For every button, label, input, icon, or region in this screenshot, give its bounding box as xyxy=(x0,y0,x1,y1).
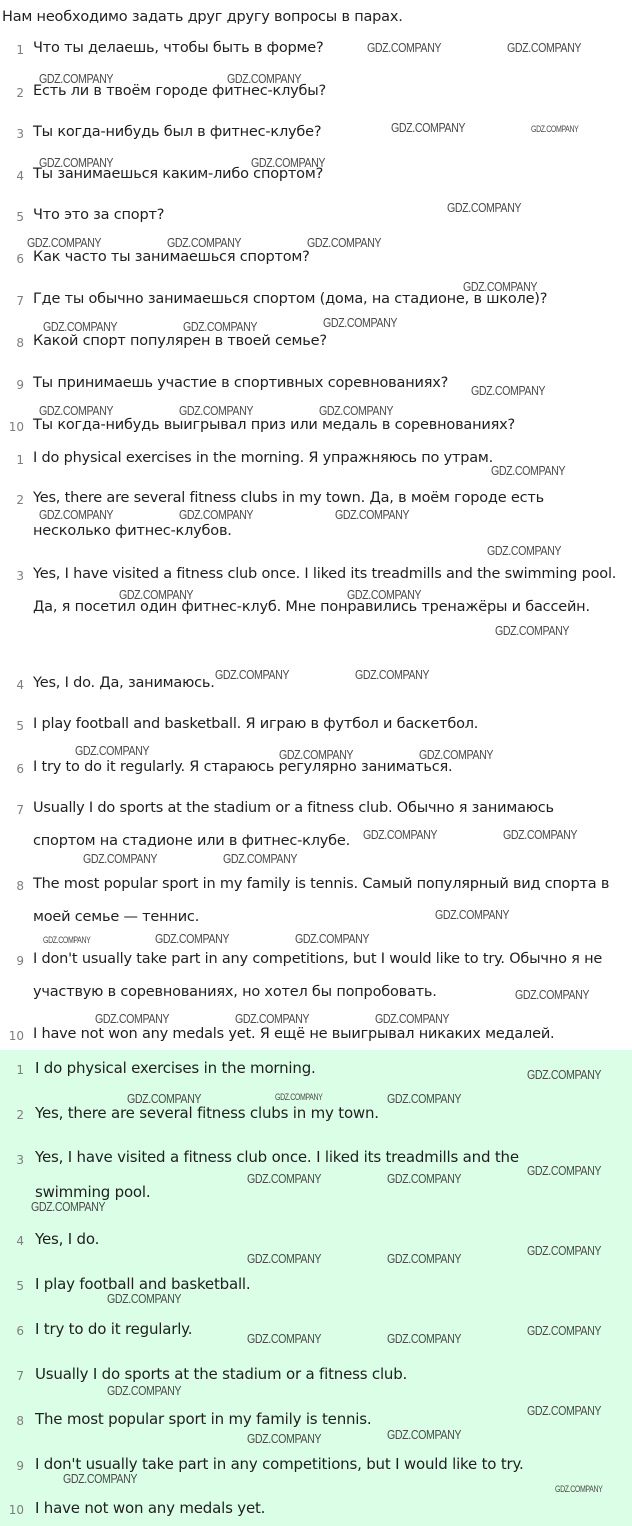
item-text: Yes, there are several fitness clubs in my town. Да, в моём городе есть несколько фитнес-клубов. xyxy=(33,490,544,539)
watermark: GDZ.COMPANY xyxy=(295,931,370,946)
item-number: 5 xyxy=(16,210,24,224)
watermark: GDZ.COMPANY xyxy=(387,1331,462,1346)
item-text: The most popular sport in my family is tennis. xyxy=(35,1410,372,1428)
watermark: GDZ.COMPANY xyxy=(223,851,298,866)
item-number: 3 xyxy=(16,127,24,141)
item-text: Какой спорт популярен в твоей семье? xyxy=(33,333,327,349)
watermark: GDZ.COMPANY xyxy=(31,1199,106,1214)
watermark: GDZ.COMPANY xyxy=(107,1291,182,1306)
item-number: 2 xyxy=(16,1108,24,1122)
item-number: 10 xyxy=(8,1029,24,1043)
watermark: GDZ.COMPANY xyxy=(527,1163,602,1178)
watermark: GDZ.COMPANY xyxy=(363,827,438,842)
item-text: I try to do it regularly. xyxy=(35,1320,193,1338)
watermark: GDZ.COMPANY xyxy=(167,235,242,250)
watermark: GDZ.COMPANY xyxy=(275,1092,323,1102)
watermark: GDZ.COMPANY xyxy=(27,235,102,250)
item-text: Yes, there are several fitness clubs in my town. xyxy=(35,1104,379,1122)
item-number: 6 xyxy=(16,252,24,266)
watermark: GDZ.COMPANY xyxy=(83,851,158,866)
intro-text: Нам необходимо задать друг другу вопросы в парах. xyxy=(2,9,403,25)
watermark: GDZ.COMPANY xyxy=(251,155,326,170)
item-text: I do physical exercises in the morning. Я упражняюсь по утрам. xyxy=(33,450,494,466)
watermark: GDZ.COMPANY xyxy=(39,71,114,86)
item-number: 3 xyxy=(16,569,24,583)
watermark: GDZ.COMPANY xyxy=(503,827,578,842)
watermark: GDZ.COMPANY xyxy=(527,1323,602,1338)
watermark: GDZ.COMPANY xyxy=(495,623,570,638)
watermark: GDZ.COMPANY xyxy=(127,1091,202,1106)
item-number: 7 xyxy=(16,294,24,308)
watermark: GDZ.COMPANY xyxy=(179,507,254,522)
watermark: GDZ.COMPANY xyxy=(247,1251,322,1266)
item-text: I do physical exercises in the morning. xyxy=(35,1059,316,1077)
watermark: GDZ.COMPANY xyxy=(527,1243,602,1258)
item-number: 6 xyxy=(16,1324,24,1338)
watermark: GDZ.COMPANY xyxy=(247,1171,322,1186)
item-text: Ты принимаешь участие в спортивных соревнованиях? xyxy=(33,375,449,391)
item-number: 4 xyxy=(16,169,24,183)
watermark: GDZ.COMPANY xyxy=(43,319,118,334)
watermark: GDZ.COMPANY xyxy=(487,543,562,558)
item-text: Yes, I have visited a fitness club once. I liked its treadmills and the swimming pool. xyxy=(35,1148,519,1201)
item-text: I try to do it regularly. Я стараюсь регулярно заниматься. xyxy=(33,759,453,775)
item-number: 10 xyxy=(8,1503,24,1517)
watermark: GDZ.COMPANY xyxy=(319,403,394,418)
watermark: GDZ.COMPANY xyxy=(335,507,410,522)
item-text: The most popular sport in my family is tennis. Самый популярный вид спорта в моей семье — теннис. xyxy=(33,876,610,925)
item-text: Usually I do sports at the stadium or a fitness club. xyxy=(35,1365,408,1383)
watermark: GDZ.COMPANY xyxy=(183,319,258,334)
watermark: GDZ.COMPANY xyxy=(491,463,566,478)
watermark: GDZ.COMPANY xyxy=(39,403,114,418)
watermark: GDZ.COMPANY xyxy=(387,1251,462,1266)
item-number: 1 xyxy=(16,453,24,467)
watermark: GDZ.COMPANY xyxy=(387,1091,462,1106)
watermark: GDZ.COMPANY xyxy=(447,200,522,215)
watermark: GDZ.COMPANY xyxy=(527,1067,602,1082)
watermark: GDZ.COMPANY xyxy=(463,279,538,294)
item-number: 1 xyxy=(16,43,24,57)
watermark: GDZ.COMPANY xyxy=(63,1471,138,1486)
item-number: 8 xyxy=(16,336,24,350)
item-text: Что ты делаешь, чтобы быть в форме? xyxy=(33,40,324,56)
item-text: I don't usually take part in any competitions, but I would like to try. xyxy=(35,1455,524,1473)
item-number: 7 xyxy=(16,803,24,817)
watermark: GDZ.COMPANY xyxy=(215,667,290,682)
watermark: GDZ.COMPANY xyxy=(527,1403,602,1418)
item-text: Как часто ты занимаешься спортом? xyxy=(33,249,310,265)
watermark: GDZ.COMPANY xyxy=(419,747,494,762)
watermark: GDZ.COMPANY xyxy=(387,1427,462,1442)
watermark: GDZ.COMPANY xyxy=(247,1431,322,1446)
item-number: 3 xyxy=(16,1153,24,1167)
watermark: GDZ.COMPANY xyxy=(39,507,114,522)
watermark: GDZ.COMPANY xyxy=(375,1011,450,1026)
watermark: GDZ.COMPANY xyxy=(531,124,579,134)
watermark: GDZ.COMPANY xyxy=(75,743,150,758)
item-text: Yes, I do. xyxy=(35,1230,100,1248)
watermark: GDZ.COMPANY xyxy=(391,120,466,135)
item-text: Ты когда-нибудь выигрывал приз или медаль в соревнованиях? xyxy=(33,417,516,433)
item-text: I have not won any medals yet. Я ещё не выигрывал никаких медалей. xyxy=(33,1026,555,1042)
item-number: 7 xyxy=(16,1369,24,1383)
item-text: Yes, I do. Да, занимаюсь. xyxy=(33,675,215,691)
watermark: GDZ.COMPANY xyxy=(435,907,510,922)
item-text: I play football and basketball. xyxy=(35,1275,251,1293)
item-number: 1 xyxy=(16,1063,24,1077)
item-text: Ты занимаешься каким-либо спортом? xyxy=(33,166,324,182)
watermark: GDZ.COMPANY xyxy=(95,1011,170,1026)
item-text: Что это за спорт? xyxy=(33,207,165,223)
item-text: I have not won any medals yet. xyxy=(35,1499,266,1517)
item-number: 8 xyxy=(16,1414,24,1428)
watermark: GDZ.COMPANY xyxy=(39,155,114,170)
watermark: GDZ.COMPANY xyxy=(555,1484,603,1494)
item-text: I play football and basketball. Я играю в футбол и баскетбол. xyxy=(33,716,479,732)
item-text: Usually I do sports at the stadium or a fitness club. Обычно я занимаюсь спортом на стадионе или в фитнес-клубе. xyxy=(33,800,554,849)
item-number: 9 xyxy=(16,378,24,392)
watermark: GDZ.COMPANY xyxy=(355,667,430,682)
watermark: GDZ.COMPANY xyxy=(43,935,91,945)
watermark: GDZ.COMPANY xyxy=(507,40,582,55)
watermark: GDZ.COMPANY xyxy=(279,747,354,762)
watermark: GDZ.COMPANY xyxy=(227,71,302,86)
item-number: 2 xyxy=(16,86,24,100)
item-number: 5 xyxy=(16,1279,24,1293)
item-number: 4 xyxy=(16,678,24,692)
item-number: 6 xyxy=(16,762,24,776)
watermark: GDZ.COMPANY xyxy=(515,987,590,1002)
item-number: 4 xyxy=(16,1234,24,1248)
item-text: Yes, I have visited a fitness club once. I liked its treadmills and the swimming pool. Да, я посетил один фитнес-клуб. Мне понравились тренажёры и бассейн. xyxy=(33,566,617,615)
watermark: GDZ.COMPANY xyxy=(107,1383,182,1398)
item-number: 9 xyxy=(16,1459,24,1473)
watermark: GDZ.COMPANY xyxy=(367,40,442,55)
watermark: GDZ.COMPANY xyxy=(179,403,254,418)
watermark: GDZ.COMPANY xyxy=(323,315,398,330)
item-text: Есть ли в твоём городе фитнес-клубы? xyxy=(33,83,327,99)
item-text: Ты когда-нибудь был в фитнес-клубе? xyxy=(33,124,322,140)
watermark: GDZ.COMPANY xyxy=(307,235,382,250)
watermark: GDZ.COMPANY xyxy=(119,587,194,602)
item-text: I don't usually take part in any competitions, but I would like to try. Обычно я не участвую в соревнованиях, но хотел бы попробовать. xyxy=(33,951,603,1000)
item-text: Где ты обычно занимаешься спортом (дома, на стадионе, в школе)? xyxy=(33,291,548,307)
item-number: 2 xyxy=(16,493,24,507)
item-number: 5 xyxy=(16,719,24,733)
watermark: GDZ.COMPANY xyxy=(347,587,422,602)
watermark: GDZ.COMPANY xyxy=(387,1171,462,1186)
watermark: GDZ.COMPANY xyxy=(235,1011,310,1026)
item-number: 9 xyxy=(16,954,24,968)
item-number: 8 xyxy=(16,879,24,893)
item-number: 10 xyxy=(8,420,24,434)
watermark: GDZ.COMPANY xyxy=(247,1331,322,1346)
watermark: GDZ.COMPANY xyxy=(471,383,546,398)
watermark: GDZ.COMPANY xyxy=(155,931,230,946)
